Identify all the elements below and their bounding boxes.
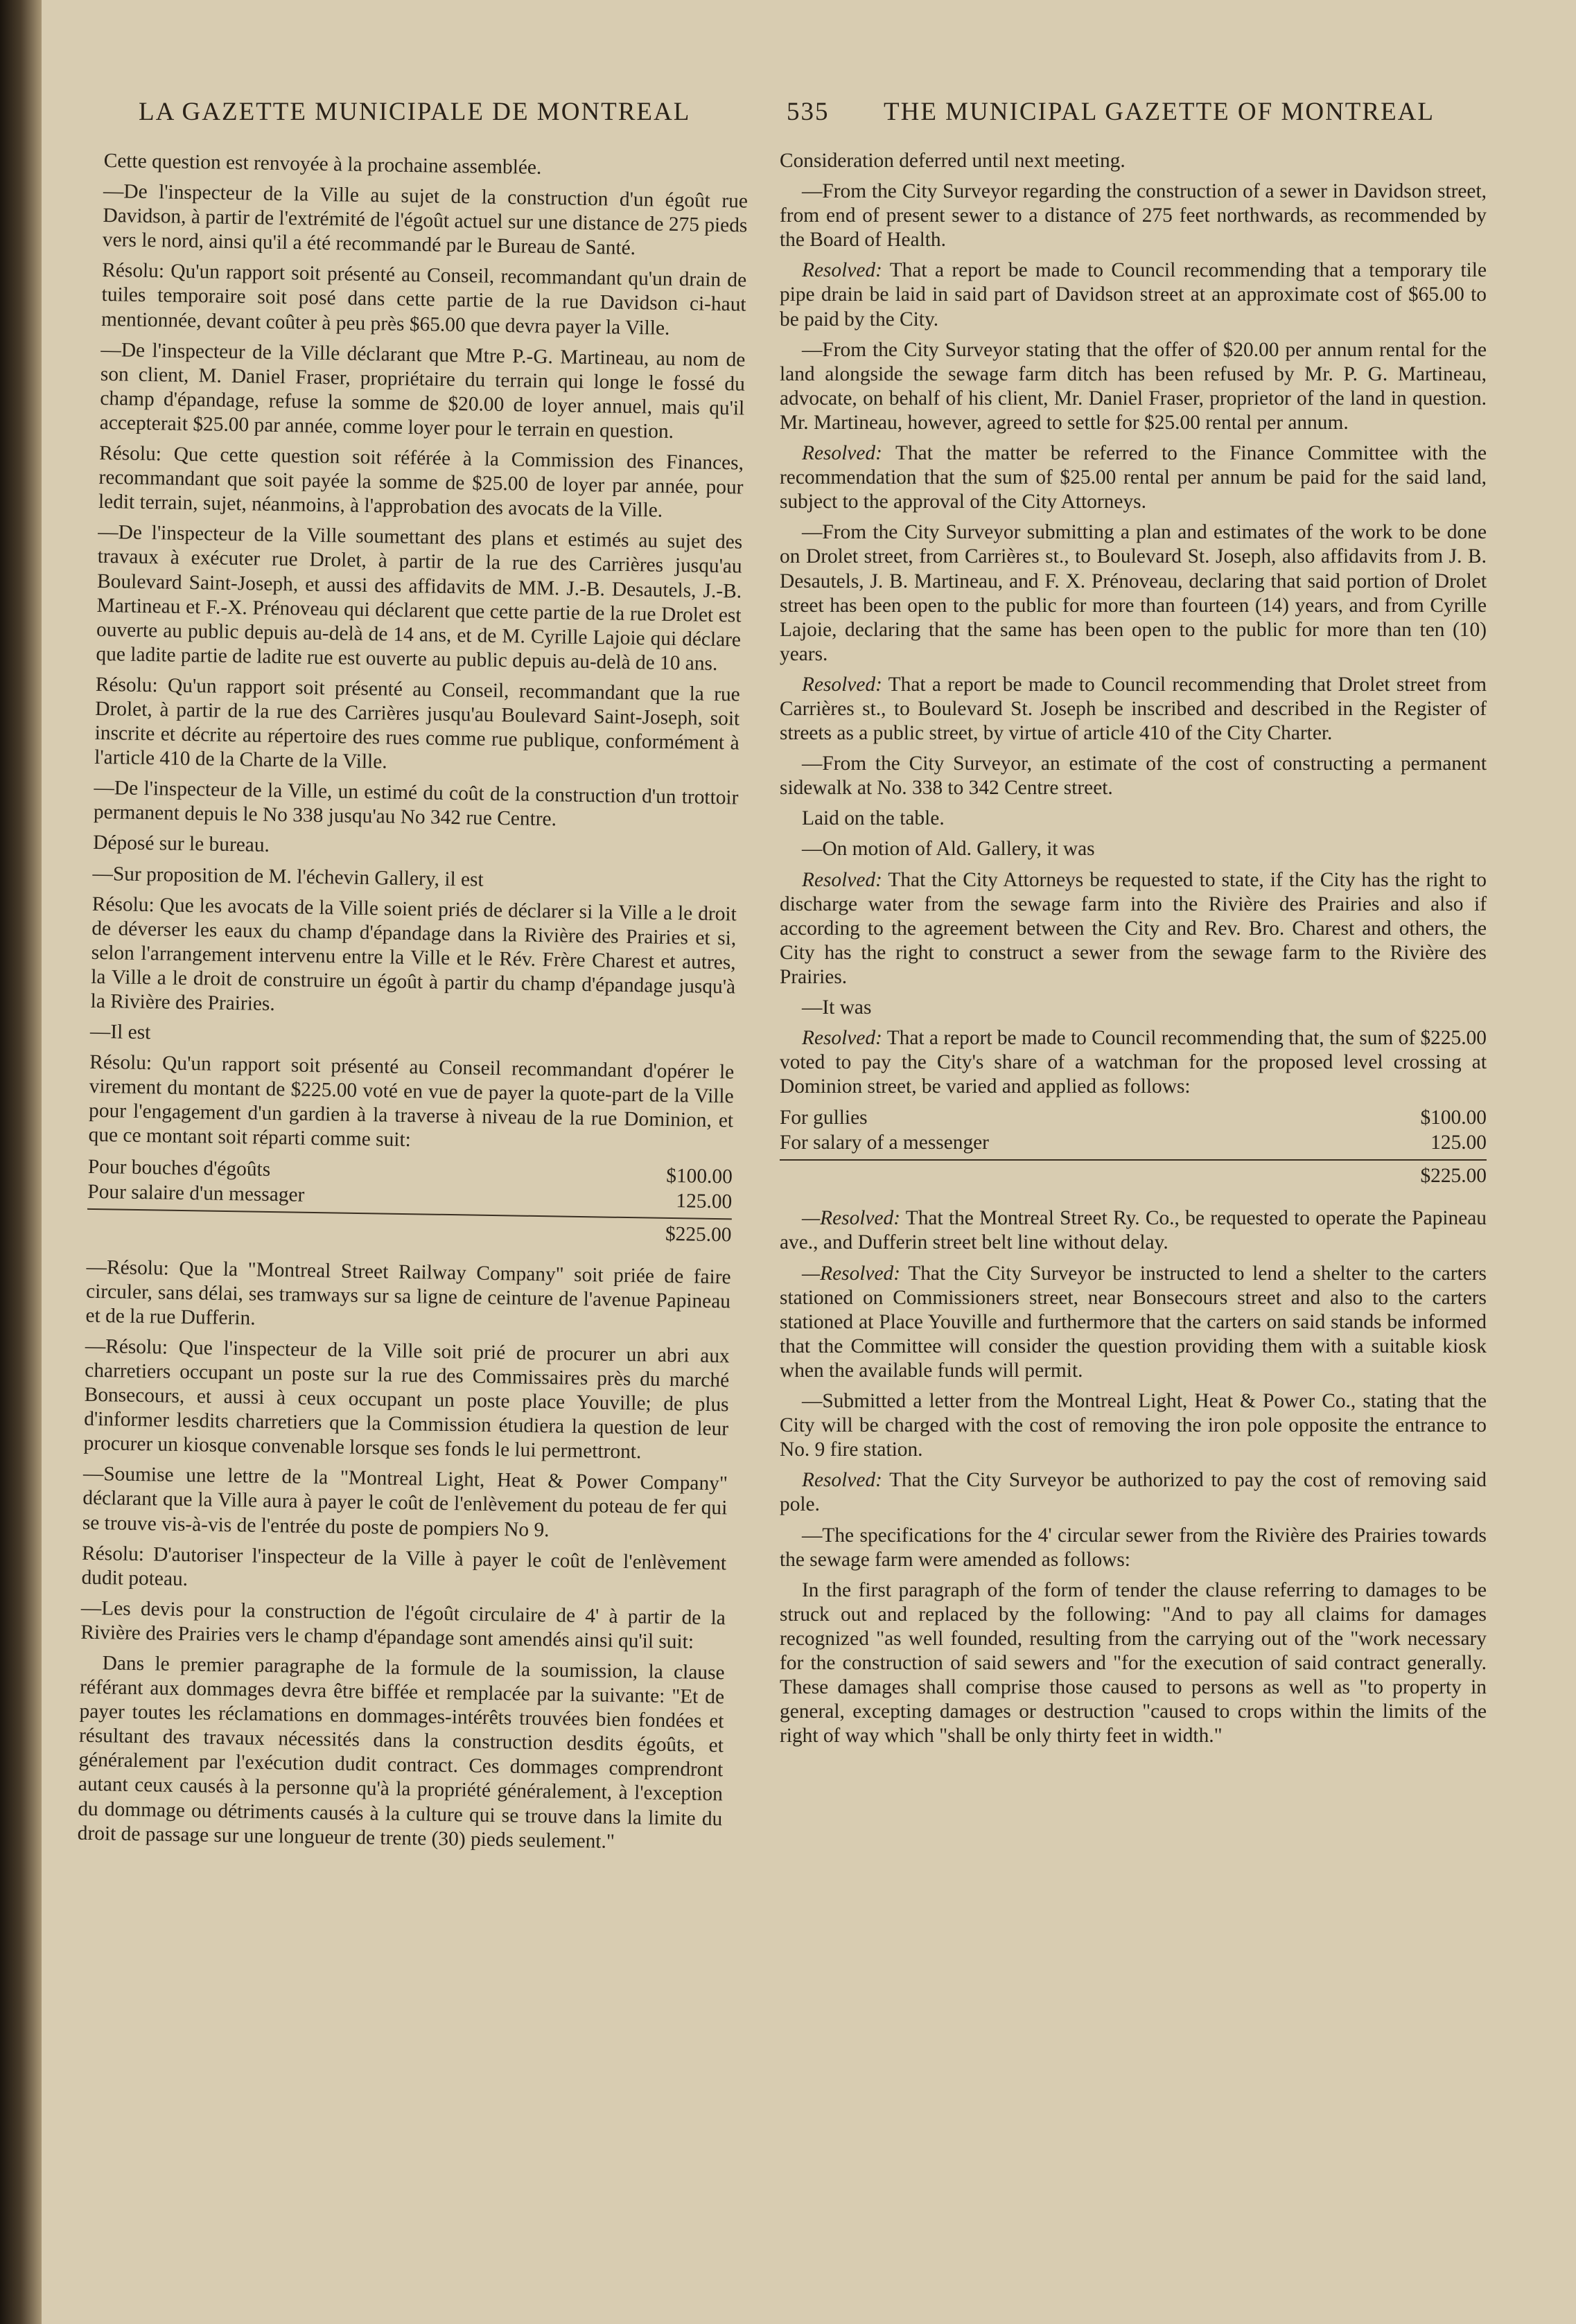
en-paragraph: —The specifications for the 4' circular sewer from the Rivière des Prairies towards the sewage farm were amended as follows: [780,1524,1487,1571]
fr-paragraph: —Résolu: Que l'inspecteur de la Ville soit prié de procurer un abri aux charretiers occupant un poste sur la rue des Commissaires près du marché Bonsecours, et aussi à ceux occupant un poste place Youville; de plus d'informer lesdits charretiers que la Commission étudiera la question de leur procurer un kiosque convenable lorsque ses fonds le lui permettront. [83,1335,730,1463]
en-budget-rule [780,1159,1487,1161]
en-budget-amount: 125.00 [1430,1132,1487,1154]
en-paragraph [780,673,1487,746]
page-number: 535 [787,98,830,126]
resolved-label: Resolved: [802,259,882,282]
en-budget-total: $225.00 [1420,1165,1487,1188]
en-paragraph [780,1206,1487,1255]
fr-budget-label: Pour bouches d'égoûts [87,1155,271,1181]
fr-paragraph: —Résolu: Que la "Montreal Street Railway Company" soit priée de faire circuler, sans délai, ses tramways sur sa ligne de ceinture de l'avenue Papineau et de la rue Dufferin. [85,1256,731,1330]
resolved-label: Resolved: [802,673,882,696]
fr-budget-label: Pour salaire d'un messager [87,1180,305,1206]
fr-budget-amount: 125.00 [676,1189,733,1213]
en-budget-row [780,1130,1487,1155]
fr-paragraph: Résolu: Qu'un rapport soit présenté au Conseil recommandant d'opérer le virement du montant de $225.00 voté en vue de payer la quote-part de la Ville pour l'engagement d'un gardien à la traverse à niveau de la rue Dominion, et que ce montant soit réparti comme suit: [88,1051,735,1152]
fr-budget-total: $225.00 [665,1222,732,1246]
fr-paragraph: Résolu: Qu'un rapport soit présenté au Conseil, recommandant qu'un drain de tuiles temporaire soit posé dans cette partie de la rue Davidson ci-haut mentionnée, devant coûter à peu près $65.00 que devra payer la Ville. [100,259,747,340]
resolved-label: Resolved: [802,442,882,465]
en-paragraph: —It was [802,996,872,1019]
en-text: That a report be made to Council recommending that, the sum of $225.00 voted to pay the City's share of a watchman for the proposed level crossing at Dominion street, be varied and applied as follows: [780,1027,1487,1098]
en-text: That a report be made to Council recommending that a temporary tile pipe drain be laid in said part of Davidson street at an approximate cost of $65.00 to be paid by the City. [780,259,1487,331]
en-budget-label: For salary of a messenger [780,1132,989,1154]
en-paragraph [780,1468,1487,1517]
fr-paragraph: Résolu: D'autoriser l'inspecteur de la Ville à payer le coût de l'enlèvement dudit poteau. [81,1542,727,1590]
en-paragraph [780,258,1487,331]
en-text: That a report be made to Council recommending that Drolet street from Carrières st., to Boulevard St. Joseph be inscribed and described in the Register of streets as a public street, by virtue of article 410 of the City Charter. [780,673,1487,745]
en-paragraph: —From the City Surveyor regarding the construction of a sewer in Davidson street, from end of present sewer to a distance of 275 feet northwards, as recommended by the Board of Health. [780,180,1487,252]
fr-paragraph: —De l'inspecteur de la Ville déclarant que Mtre P.-G. Martineau, au nom de son client, M. Daniel Fraser, propriétaire du terrain qui longe le fossé du champ d'épandage, refuse la somme de $20.00 de loyer annuel, mais qu'il accepterait $25.00 par année, comme loyer pour le terrain en question. [99,338,746,443]
en-budget-label: For gullies [780,1107,868,1129]
en-text: That the City Attorneys be requested to state, if the City has the right to discharge water from the sewage farm into the Rivière des Prairies and also if according to the agreement between the City and Rev. Bro. Charest and others, the City has the right to construct a sewer from the sewage farm to the Rivière des Prairies. [780,868,1487,988]
fr-paragraph: Résolu: Que les avocats de la Ville soient priés de déclarer si la Ville a le droit de déverser les eaux du champ d'épandage dans la Rivière des Prairies et si, selon l'arrangement intervenu entre la Ville et le Rév. Frère Charest et autres, la Ville a le droit de construire un égoût à partir du champ d'épandage jusqu'à la Rivière des Prairies. [90,892,737,1016]
en-text: That the Montreal Street Ry. Co., be requested to operate the Papineau ave., and Dufferin street belt line without delay. [780,1207,1487,1254]
header-title-english: THE MUNICIPAL GAZETTE OF MONTREAL [884,98,1435,126]
resolved-label: Resolved: [802,1027,882,1050]
fr-paragraph: —De l'inspecteur de la Ville au sujet de la construction d'un égoût rue Davidson, à partir de l'extrémité de l'égoût actuel sur une distance de 275 pieds vers le nord, ainsi qu'il a été recommandé par le Bureau de Santé. [102,180,748,260]
en-text: That the matter be referred to the Finance Committee with the recommendation that the sum of $25.00 rental per annum be paid for the said land, subject to the approval of the City Attorneys. [780,442,1487,513]
gazette-page [42,0,1576,2324]
en-text: That the City Surveyor be authorized to pay the cost of removing said pole. [780,1469,1487,1516]
en-paragraph [780,441,1487,514]
fr-paragraph: —Soumise une lettre de la "Montreal Light, Heat & Power Company" déclarant que la Ville aura à payer le coût de l'enlèvement du poteau de fer qui se trouve vis-à-vis de l'entrée du poste de pompiers No 9. [82,1463,728,1541]
en-paragraph: Consideration deferred until next meeting. [780,150,1126,172]
page-header [111,97,1525,139]
fr-paragraph: Cette question est renvoyée à la prochaine assemblée. [103,149,542,179]
fr-paragraph: —De l'inspecteur de la Ville soumettant des plans et estimés au sujet des travaux à exécuter rue Drolet, à partir de la rue des Carrières jusqu'au Boulevard Saint-Joseph, et aussi des affidavits de MM. J.-B. Desautels, J.-B. Martineau et F.-X. Prénoveau qui déclarent que cette partie de la rue Drolet est ouverte au public depuis au-delà de 14 ans, et de M. Cyrille Lajoie qui déclare que ladite partie de ladite rue est ouverte au public depuis au-delà de 10 ans. [96,521,743,675]
fr-paragraph: —Les devis pour la construction de l'égoût circulaire de 4' à partir de la Rivière des Prairies vers le champ d'épandage sont amendés ainsi qu'il suit: [80,1596,726,1653]
en-paragraph: —From the City Surveyor stating that the offer of $20.00 per annum rental for the land alongside the sewage farm ditch has been refused by Mr. P. G. Martineau, advocate, on behalf of his client, Mr. Daniel Fraser, proprietor of the land in question. Mr. Martineau, however, agreed to settle for $25.00 rental per annum. [780,338,1487,434]
english-column [780,149,1487,1754]
en-budget-row [780,1105,1487,1130]
resolved-label: —Resolved: [802,1262,901,1285]
fr-budget-amount: $100.00 [666,1164,733,1188]
header-title-french: LA GAZETTE MUNICIPALE DE MONTREAL [139,98,691,126]
fr-paragraph: Résolu: Que cette question soit référée à la Commission des Finances, recommandant que soit payée la somme de $25.00 de loyer par année, pour ledit terrain, sujet, néanmoins, à l'approbation des avocats de la Ville. [98,441,744,522]
en-paragraph: In the first paragraph of the form of tender the clause referring to damages to be struck out and replaced by the following: "And to pay all claims for damages recognized "as well founded, resulting from the carrying out of the "work necessary for the construction of said sewers and "for the execution of said contract generally. These damages shall comprise those caused to persons as well as "to property in general, excepting damages or destruction "caused to crops within the limits of the right of way which "shall be only thirty feet in width." [780,1578,1487,1748]
en-paragraph: —Submitted a letter from the Montreal Light, Heat & Power Co., stating that the City will be charged with the cost of removing the iron pole opposite the entrance to No. 9 fire station. [780,1390,1487,1461]
resolved-label: —Resolved: [802,1207,901,1230]
en-paragraph [780,868,1487,989]
fr-paragraph: Dans le premier paragraphe de la formule de la soumission, la clause référant aux dommages devra être biffée et remplacée par la suivante: "Et de payer toutes les réclamations en dommages-intérêts trouvées bien fondées et résultant des travaux nécessités dans la construction desdits égoûts, et généralement par l'exécution dudit contract. Ces dommages comprendront autant ceux causés à la personne qu'à la propriété généralement, à l'exception du dommage ou détriments causés à la culture qui se trouve dans la limite du droit de passage sur une longueur de trente (30) pieds seulement." [77,1652,725,1853]
en-paragraph: —From the City Surveyor submitting a plan and estimates of the work to be done on Drolet street, from Carrières st., to Boulevard St. Joseph, also affidavits from J. B. Desautels, J. B. Martineau, and F. X. Prénoveau, declaring that said portion of Drolet street has been open to the public for more than fourteen (14) years, and from Cyrille Lajoie, declaring that the same has been open to the public for more than ten (10) years. [780,521,1487,665]
fr-paragraph: —De l'inspecteur de la Ville, un estimé du coût de la construction d'un trottoir permanent depuis le No 338 jusqu'au No 342 rue Centre. [93,777,739,831]
fr-paragraph: —Il est [89,1020,151,1044]
en-paragraph: —From the City Surveyor, an estimate of the cost of constructing a permanent sidewalk at No. 338 to 342 Centre street. [780,752,1487,800]
resolved-label: Resolved: [802,868,882,891]
resolved-label: Resolved: [802,1469,882,1492]
book-gutter [0,0,42,2324]
en-paragraph [780,1262,1487,1383]
en-budget-amount: $100.00 [1420,1107,1487,1129]
fr-paragraph: Déposé sur le bureau. [93,831,270,857]
fr-paragraph: Résolu: Qu'un rapport soit présenté au Conseil, recommandant que la rue Drolet, à partir de la rue des Carrières jusqu'au Boulevard Saint-Joseph, soit inscrite et décrite au répertoire des rues comme rue publique, conformément à l'article 410 de la Charte de la Ville. [94,673,740,773]
french-column [77,149,748,1862]
en-paragraph: —On motion of Ald. Gallery, it was [802,838,1095,861]
en-text: That the City Surveyor be instructed to lend a shelter to the carters stationed on Commissioners street, near Bonsecours street and also to the carters stationed at Place Youville and furthermore that the carters on said stands be informed that the Committee will consider the question providing them with a suitable kiosk when the available funds will permit. [780,1262,1487,1382]
en-paragraph: Laid on the table. [802,807,945,830]
fr-paragraph: —Sur proposition de M. l'échevin Gallery, il est [92,862,484,891]
en-paragraph [780,1026,1487,1099]
